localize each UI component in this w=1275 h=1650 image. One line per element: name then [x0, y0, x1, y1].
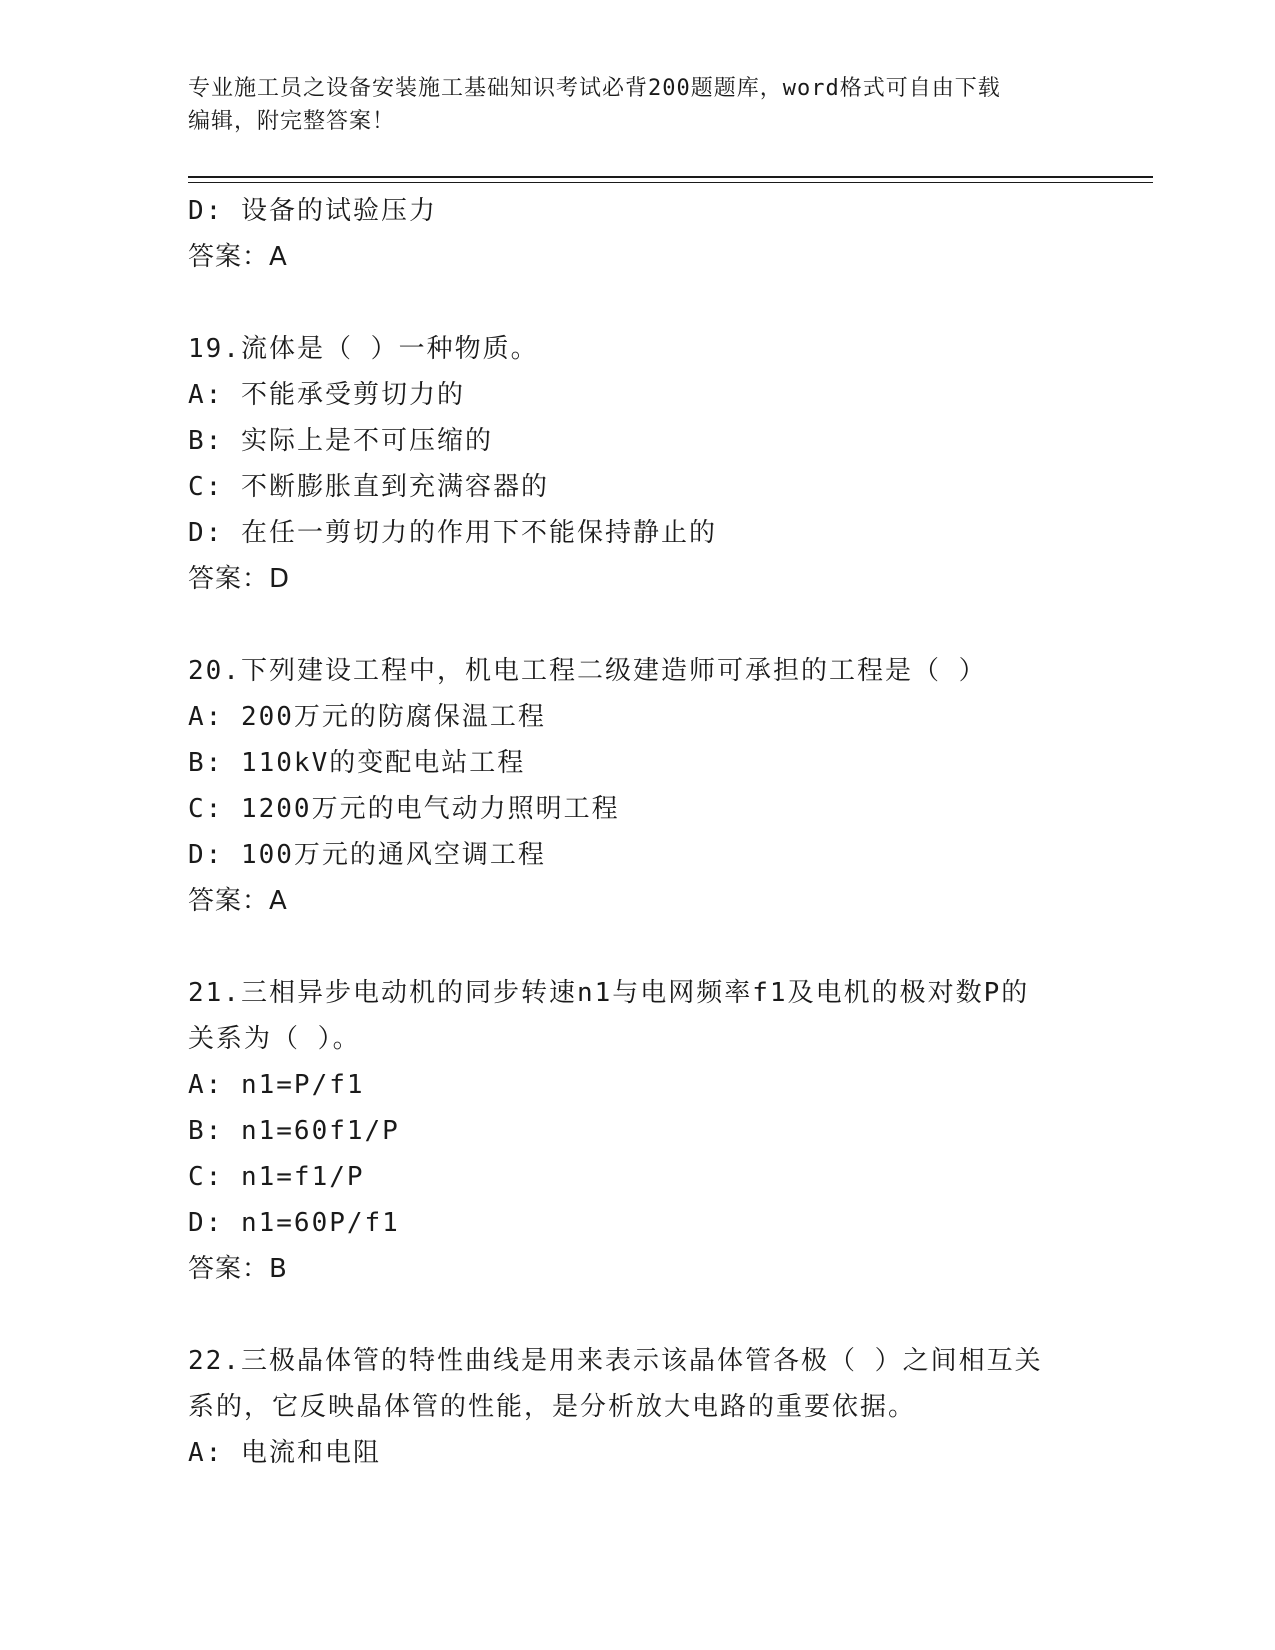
- q20-option-b: B: 110kV的变配电站工程: [188, 748, 526, 778]
- q19-option-a: A: 不能承受剪切力的: [188, 380, 465, 410]
- q20-option-c: C: 1200万元的电气动力照明工程: [188, 794, 620, 824]
- q22-option-a: A: 电流和电阻: [188, 1438, 381, 1468]
- q20-title: 20.下列建设工程中，机电工程二级建造师可承担的工程是（ ）: [188, 656, 987, 686]
- q18-answer: 答案：A: [188, 242, 288, 272]
- q22-title-line-2: 系的，它反映晶体管的性能，是分析放大电路的重要依据。: [188, 1392, 917, 1422]
- q18-option-d: D: 设备的试验压力: [188, 196, 437, 226]
- q19-option-b: B: 实际上是不可压缩的: [188, 426, 493, 456]
- q21-option-c: C: n1=f1/P: [188, 1162, 365, 1192]
- header-rule-thin: [188, 182, 1153, 183]
- q20-option-d: D: 100万元的通风空调工程: [188, 840, 546, 870]
- q19-option-c: C: 不断膨胀直到充满容器的: [188, 472, 549, 502]
- q19-option-d: D: 在任一剪切力的作用下不能保持静止的: [188, 518, 717, 548]
- document-header: [188, 72, 1088, 138]
- q21-option-d: D: n1=60P/f1: [188, 1208, 400, 1238]
- header-line-2: 编辑，附完整答案！: [188, 109, 396, 134]
- document-body: [188, 188, 1088, 1476]
- q21-option-a: A: n1=P/f1: [188, 1070, 365, 1100]
- q21-option-b: B: n1=60f1/P: [188, 1116, 400, 1146]
- q20-option-a: A: 200万元的防腐保温工程: [188, 702, 546, 732]
- q21-answer: 答案：B: [188, 1254, 288, 1284]
- q22-title-line-1: 22.三极晶体管的特性曲线是用来表示该晶体管各极（ ）之间相互关: [188, 1346, 1043, 1376]
- q21-title-line-1: 21.三相异步电动机的同步转速n1与电网频率f1及电机的极对数P的: [188, 978, 1030, 1008]
- q19-title: 19.流体是（ ）一种物质。: [188, 334, 539, 364]
- q19-answer: 答案：D: [188, 564, 291, 594]
- q20-answer: 答案：A: [188, 886, 288, 916]
- header-rule-thick: [188, 176, 1153, 178]
- q21-title-line-2: 关系为（ ）。: [188, 1024, 361, 1054]
- header-line-1: 专业施工员之设备安装施工基础知识考试必背200题题库，word格式可自由下载: [188, 76, 1001, 101]
